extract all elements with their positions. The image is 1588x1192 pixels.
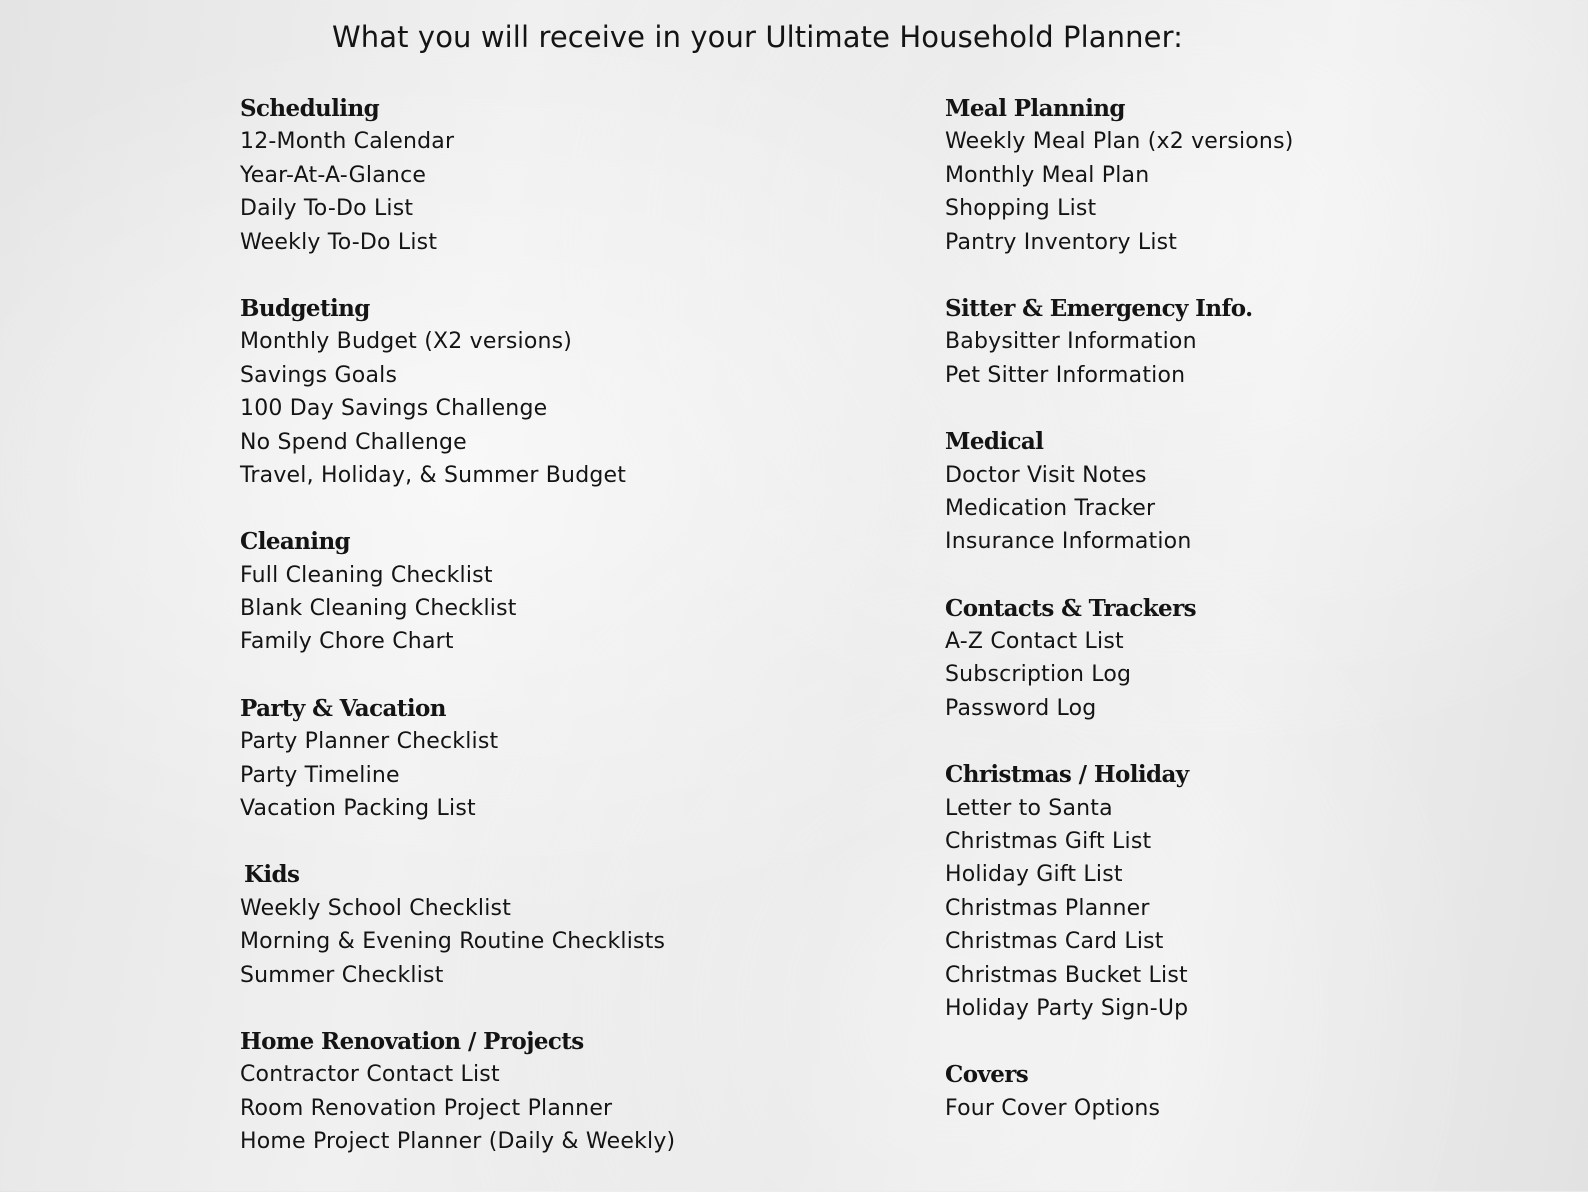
section-heading: Sitter & Emergency Info. (945, 294, 1253, 322)
list-item: Subscription Log (945, 662, 1132, 688)
list-item: Home Project Planner (Daily & Weekly) (240, 1129, 676, 1155)
list-item: Vacation Packing List (240, 796, 476, 822)
section-cleaning (240, 525, 880, 659)
list-item: Blank Cleaning Checklist (240, 596, 517, 622)
section-covers (945, 1058, 1545, 1125)
list-item: Weekly Meal Plan (x2 versions) (945, 129, 1294, 155)
list-item: Babysitter Information (945, 329, 1197, 355)
list-item: Summer Checklist (240, 962, 444, 988)
section-christmas-holiday (945, 758, 1545, 1025)
section-heading: Kids (244, 861, 300, 889)
list-item: Christmas Gift List (945, 829, 1152, 855)
list-item: A-Z Contact List (945, 629, 1124, 655)
section-party-vacation (240, 692, 880, 826)
list-item: Pet Sitter Information (945, 362, 1186, 388)
section-home-renovation (240, 1025, 880, 1159)
list-item: Contractor Contact List (240, 1062, 500, 1088)
list-item: Christmas Card List (945, 929, 1164, 955)
right-column (945, 92, 1545, 1158)
section-medical (945, 425, 1545, 559)
list-item: Full Cleaning Checklist (240, 562, 493, 588)
section-heading: Party & Vacation (240, 694, 446, 722)
list-item: Doctor Visit Notes (945, 462, 1147, 488)
list-item: Party Timeline (240, 762, 400, 788)
list-item: Christmas Bucket List (945, 962, 1188, 988)
section-heading: Christmas / Holiday (945, 761, 1189, 789)
section-heading: Budgeting (240, 294, 370, 322)
left-column (240, 92, 880, 1192)
section-meal-planning (945, 92, 1545, 259)
section-heading: Meal Planning (945, 95, 1125, 122)
section-kids (240, 858, 880, 992)
section-budgeting (240, 292, 880, 492)
section-heading: Covers (945, 1061, 1029, 1089)
list-item: Shopping List (945, 196, 1097, 222)
list-item: Party Planner Checklist (240, 729, 499, 755)
list-item: No Spend Challenge (240, 429, 467, 455)
list-item: Daily To-Do List (240, 196, 414, 222)
section-heading: Contacts & Trackers (945, 594, 1196, 622)
section-contacts-trackers (945, 592, 1545, 726)
list-item: Monthly Budget (X2 versions) (240, 329, 573, 355)
list-item: Room Renovation Project Planner (240, 1095, 613, 1121)
list-item: Weekly School Checklist (240, 895, 512, 921)
section-heading: Scheduling (240, 95, 380, 122)
list-item: Family Chore Chart (240, 629, 454, 655)
list-item: Morning & Evening Routine Checklists (240, 929, 666, 955)
section-sitter-emergency (945, 292, 1545, 392)
list-item: Savings Goals (240, 362, 398, 388)
list-item: Year-At-A-Glance (240, 162, 427, 188)
list-item: Holiday Gift List (945, 862, 1123, 888)
list-item: Holiday Party Sign-Up (945, 995, 1189, 1021)
list-item: Christmas Planner (945, 895, 1150, 921)
page-title: What you will receive in your Ultimate Household Planner: (332, 20, 1183, 54)
list-item: Password Log (945, 695, 1097, 721)
section-heading: Cleaning (240, 528, 351, 556)
list-item: Medication Tracker (945, 495, 1156, 521)
section-heading: Medical (945, 428, 1044, 456)
list-item: Insurance Information (945, 529, 1192, 555)
list-item: 100 Day Savings Challenge (240, 396, 548, 422)
list-item: Travel, Holiday, & Summer Budget (240, 462, 627, 488)
section-heading: Home Renovation / Projects (240, 1027, 584, 1055)
list-item: Pantry Inventory List (945, 229, 1178, 255)
section-scheduling (240, 92, 880, 259)
list-item: Letter to Santa (945, 795, 1113, 821)
list-item: Weekly To-Do List (240, 229, 438, 255)
list-item: Four Cover Options (945, 1095, 1161, 1121)
list-item: Monthly Meal Plan (945, 162, 1150, 188)
list-item: 12-Month Calendar (240, 129, 455, 155)
